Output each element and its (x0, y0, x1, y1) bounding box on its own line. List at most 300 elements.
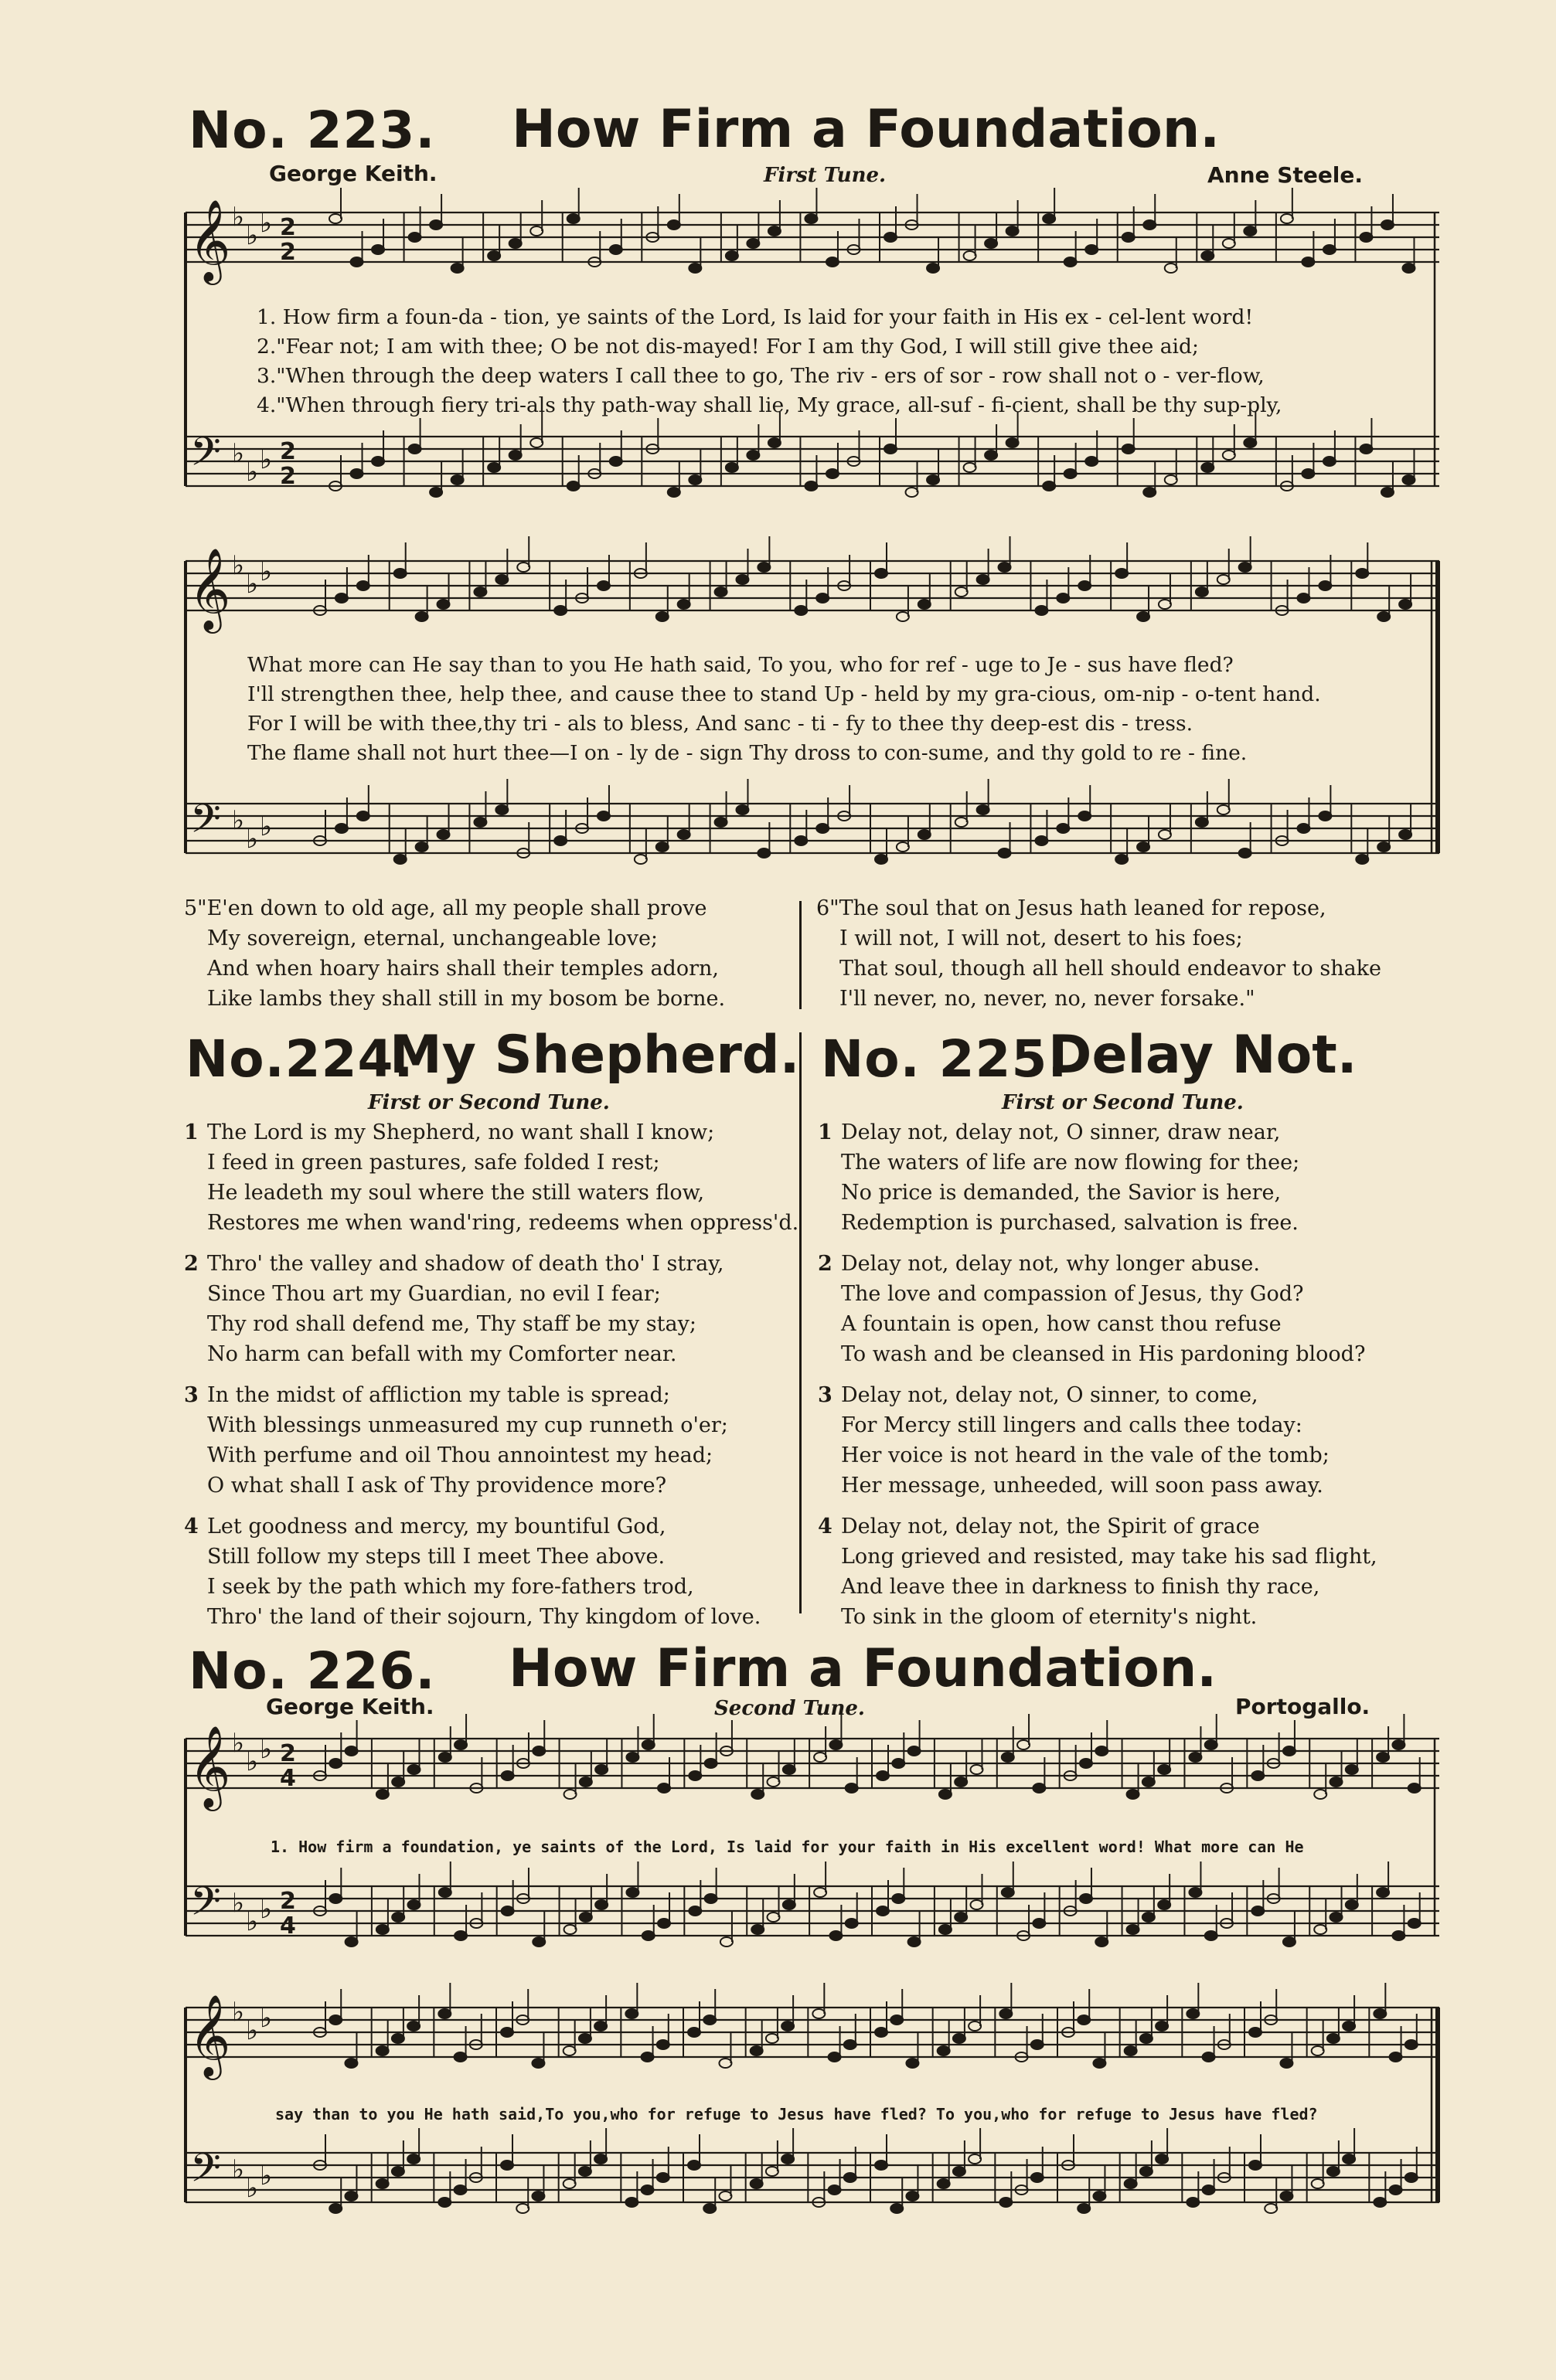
note-head (1078, 2204, 1090, 2213)
note-head (1312, 2179, 1324, 2188)
note-head (372, 245, 384, 254)
stanza-line (818, 1511, 1377, 1542)
note-head (563, 2179, 576, 2188)
note-head (392, 1777, 404, 1787)
note-head (554, 606, 567, 615)
note-head (736, 575, 748, 584)
svg-text:2: 2 (280, 463, 296, 490)
note-head (1327, 2034, 1340, 2043)
note-head (392, 1912, 404, 1922)
note-head (516, 2204, 529, 2213)
treble-clef-icon: 𝄞 (189, 1994, 231, 2076)
note-head (1314, 1925, 1326, 1934)
note-head (768, 438, 781, 447)
note-head (1356, 569, 1368, 578)
stanza-number: 2 (818, 1252, 832, 1276)
treble-clef-icon: 𝄞 (189, 1725, 231, 1807)
note-head (1033, 1783, 1045, 1793)
stanza-number: 3 (818, 1383, 832, 1407)
note-head (567, 214, 580, 223)
svg-text:♭: ♭ (232, 1728, 245, 1759)
note-head (768, 1912, 780, 1922)
note-head (1078, 581, 1091, 590)
note-head (877, 1906, 889, 1916)
note-head (474, 818, 486, 827)
note-head (884, 233, 897, 242)
note-head (999, 563, 1011, 572)
stanza-text: No harm can befall with my Comforter near. (207, 1342, 677, 1366)
hymn-224-title: My Shepherd. (390, 1025, 800, 1086)
note-head (564, 1790, 577, 1799)
hymn-223-author-left: George Keith. (269, 161, 438, 186)
stanza-text: Restores me when wand'ring, redeems when oppress'd. (207, 1211, 799, 1235)
note-head (964, 251, 976, 260)
note-head (1201, 251, 1214, 260)
note-head (908, 1746, 921, 1756)
stanza-number: 4 (818, 1515, 832, 1538)
note-head (918, 600, 931, 609)
stanza (184, 1380, 798, 1501)
lyric-line: What more can He say than to you He hath said, To you, who for ref - uge to Je - sus have fled? (247, 653, 1234, 677)
note-head (897, 612, 909, 621)
lyric-line: 1. How firm a foun-da - tion, ye saints of the Lord, Is laid for your faith in His ex - cel-lent word! (257, 305, 1254, 329)
staff-223-s2-bass (186, 804, 1439, 853)
note-head (372, 457, 384, 466)
staff-226-s2-bass (186, 2153, 1439, 2202)
note-head (509, 450, 522, 460)
note-head (783, 1900, 795, 1909)
stanza-line (184, 1148, 798, 1178)
note-head (656, 612, 669, 621)
stanza-text: To sink in the gloom of eternity's night. (841, 1605, 1258, 1629)
note-head (1143, 488, 1156, 497)
note-head (1187, 2198, 1199, 2207)
stanza (818, 1249, 1377, 1369)
stanza-line (818, 1148, 1377, 1178)
note-head (1327, 2167, 1340, 2176)
note-head (1374, 2198, 1386, 2207)
note-head (1381, 488, 1394, 497)
note-head (1201, 463, 1214, 472)
note-head (451, 475, 464, 484)
note-head (1078, 2015, 1090, 2025)
note-head (595, 1765, 608, 1774)
svg-text:♭: ♭ (246, 220, 259, 251)
svg-text:♭: ♭ (232, 1997, 245, 2028)
note-head (816, 824, 829, 833)
note-head (844, 2173, 856, 2182)
note-head (1187, 2009, 1199, 2018)
note-head (533, 1746, 545, 1756)
note-head (719, 2191, 731, 2201)
note-head (781, 2154, 794, 2164)
svg-text:♭: ♭ (260, 1734, 273, 1765)
stanza-text: With perfume and oil Thou annointest my head; (207, 1443, 713, 1467)
note-head (580, 1912, 592, 1922)
note-head (720, 1937, 733, 1946)
note-head (1302, 257, 1314, 267)
note-head (517, 563, 529, 572)
hymn-226-lyrics-system-1: 1. How firm a foundation, ye saints of the Lord, Is laid for your faith in His excellent word! What more can He (271, 1838, 1304, 1856)
note-head (1203, 2052, 1215, 2062)
stanza (184, 1117, 798, 1238)
stanza (184, 1249, 798, 1369)
note-head (1280, 2191, 1292, 2201)
stanza-text: He leadeth my soul where the still waters flow, (207, 1181, 705, 1205)
hymn-226-author-left: George Keith. (266, 1694, 434, 1719)
note-head (1093, 2059, 1105, 2068)
stanza-number: 1 (184, 1120, 199, 1144)
note-head (532, 2059, 544, 2068)
note-head (439, 1753, 451, 1762)
stanza-number: 2 (184, 1252, 199, 1276)
stanza-line (818, 1542, 1377, 1572)
note-head (642, 2052, 654, 2062)
note-head (1203, 2185, 1215, 2195)
stanza-line (184, 1542, 798, 1572)
note-head (1408, 1783, 1421, 1793)
note-head (1223, 239, 1235, 248)
note-head (1283, 1937, 1296, 1946)
note-head (906, 488, 918, 497)
hymn-223-lyrics-system-2 (247, 651, 1321, 768)
hymn-226-number: No. 226. (189, 1641, 436, 1701)
stanza-line (818, 1249, 1377, 1279)
note-head (678, 830, 690, 839)
svg-text:♭: ♭ (232, 550, 245, 581)
note-head (1302, 469, 1314, 478)
note-head (346, 1746, 358, 1756)
note-head (927, 264, 939, 273)
note-head (1356, 855, 1368, 864)
stanza-text: The waters of life are now flowing for thee; (841, 1151, 1300, 1175)
note-head (964, 463, 976, 472)
note-head (1159, 600, 1171, 609)
verse-line: 6"The soul that on Jesus hath leaned for repose, (816, 896, 1326, 920)
note-head (703, 2015, 716, 2025)
stanza-text: In the midst of affliction my table is spread; (207, 1383, 670, 1407)
note-head (953, 2167, 965, 2176)
note-head (642, 2185, 654, 2195)
note-head (488, 463, 500, 472)
note-head (1360, 233, 1372, 242)
svg-text:4: 4 (280, 1912, 296, 1940)
stanza-text: Since Thou art my Guardian, no evil I fear; (207, 1282, 661, 1306)
stanza-line (818, 1410, 1377, 1440)
note-head (1137, 612, 1149, 621)
stanza-text: Her voice is not heard in the vale of the tomb; (841, 1443, 1330, 1467)
stanza-text: O what shall I ask of Thy providence more? (207, 1474, 667, 1498)
note-head (1377, 1753, 1389, 1762)
stanza-text: The Lord is my Shepherd, no want shall I know; (207, 1120, 715, 1144)
stanza-line (184, 1178, 798, 1208)
svg-text:♭: ♭ (260, 444, 273, 475)
note-head (826, 257, 839, 267)
svg-text:♭: ♭ (246, 824, 259, 855)
note-head (751, 2179, 763, 2188)
note-head (329, 1894, 342, 1903)
note-head (1156, 2021, 1168, 2031)
note-head (1093, 2191, 1105, 2201)
hymn-225-tune: First or Second Tune. (1002, 1091, 1244, 1114)
note-head (892, 1894, 904, 1903)
stanza-text: Delay not, delay not, why longer abuse. (841, 1252, 1260, 1276)
note-head (783, 1765, 795, 1774)
note-head (1217, 575, 1230, 584)
note-head (1125, 2046, 1137, 2055)
note-head (1244, 226, 1256, 236)
hymn-226-lyrics-system-2: say than to you He hath said,To you,who for refuge to Jesus have fled? To you,who for refuge to Jesus have fled? (275, 2105, 1318, 2123)
note-head (357, 811, 369, 821)
note-head (726, 463, 738, 472)
note-head (846, 1919, 858, 1928)
note-head (1330, 1912, 1343, 1922)
stanza-line (184, 1380, 798, 1410)
note-head (938, 2046, 950, 2055)
note-head (970, 1900, 982, 1909)
stanza-line (184, 1410, 798, 1440)
stanza-text: Thy rod shall defend me, Thy staff be my stay; (207, 1312, 696, 1336)
note-head (1374, 2009, 1386, 2018)
note-head (1064, 257, 1077, 267)
svg-text:♭: ♭ (260, 556, 273, 587)
note-head (906, 2191, 918, 2201)
verse-line: My sovereign, eternal, unchangeable love; (207, 926, 659, 950)
stanza-line (184, 1117, 798, 1148)
note-head (1297, 593, 1309, 603)
note-head (689, 1906, 701, 1916)
note-head (509, 239, 522, 248)
svg-text:♭: ♭ (260, 2161, 273, 2191)
note-head (1323, 457, 1336, 466)
stanza (184, 1511, 798, 1632)
stanza-line (818, 1117, 1377, 1148)
note-head (455, 1740, 467, 1749)
note-head (751, 1790, 764, 1799)
stanza-text: Still follow my steps till I meet Thee above. (207, 1545, 666, 1569)
note-head (345, 2059, 357, 2068)
stanza-text: Redemption is purchased, salvation is free. (841, 1211, 1299, 1235)
note-head (1280, 2059, 1292, 2068)
note-head (474, 587, 486, 597)
stanza-line (818, 1279, 1377, 1309)
note-head (977, 805, 989, 814)
note-head (564, 1925, 577, 1934)
note-head (1127, 1790, 1139, 1799)
note-head (625, 2198, 638, 2207)
note-head (430, 488, 442, 497)
note-head (1223, 450, 1235, 460)
note-head (1165, 264, 1177, 273)
note-head (610, 245, 622, 254)
note-head (726, 251, 738, 260)
note-head (1390, 2052, 1402, 2062)
note-head (688, 2161, 700, 2170)
verse-line: And when hoary hairs shall their temples adorn, (207, 957, 719, 981)
note-head (335, 593, 348, 603)
note-head (890, 2204, 903, 2213)
note-head (1405, 2173, 1418, 2182)
column-divider (799, 901, 802, 1009)
svg-text:♭: ♭ (232, 2154, 245, 2185)
note-head (1346, 1900, 1358, 1909)
stanza-line (184, 1572, 798, 1602)
note-head (502, 1771, 514, 1780)
note-head (999, 2198, 1012, 2207)
stanza-line (184, 1339, 798, 1369)
bass-clef-icon: 𝄢 (190, 2144, 221, 2201)
note-head (829, 1740, 842, 1749)
note-head (567, 481, 580, 491)
note-head (376, 2179, 389, 2188)
note-head (1239, 848, 1251, 858)
note-head (407, 2154, 420, 2164)
note-head (580, 1777, 592, 1787)
note-head (1125, 2179, 1137, 2188)
note-head (688, 2028, 700, 2037)
note-head (1402, 264, 1415, 273)
note-head (1057, 593, 1069, 603)
note-head (1189, 1888, 1201, 1897)
note-head (875, 855, 887, 864)
hymn-226-tune: Second Tune. (714, 1697, 865, 1720)
note-head (392, 2167, 404, 2176)
note-head (530, 438, 543, 447)
stanza-text: I feed in green pastures, safe folded I rest; (207, 1151, 660, 1175)
note-head (416, 842, 428, 852)
stanza-text: Long grieved and resisted, may take his sad flight, (841, 1545, 1377, 1569)
note-head (758, 563, 770, 572)
note-head (1323, 245, 1336, 254)
note-head (1002, 1888, 1014, 1897)
hymn-224-tune: First or Second Tune. (368, 1091, 610, 1114)
note-head (844, 2040, 856, 2049)
note-head (1158, 1900, 1170, 1909)
note-head (1115, 855, 1128, 864)
note-head (1392, 1931, 1404, 1940)
note-head (1390, 2185, 1402, 2195)
hymn-223-tune: First Tune. (764, 164, 887, 187)
note-head (635, 855, 647, 864)
staff-226-s1-treble (186, 1739, 1439, 1788)
note-head (495, 575, 508, 584)
note-head (416, 612, 428, 621)
note-head (1377, 842, 1390, 852)
note-head (795, 606, 807, 615)
note-head (501, 2028, 513, 2037)
note-head (816, 593, 829, 603)
bass-clef-icon: 𝄢 (190, 428, 221, 484)
note-head (1312, 2046, 1324, 2055)
note-head (1360, 444, 1372, 454)
note-head (438, 2009, 451, 2018)
note-head (376, 1925, 389, 1934)
note-head (953, 2034, 965, 2043)
note-head (736, 805, 748, 814)
note-head (329, 2015, 342, 2025)
note-head (563, 2046, 576, 2055)
note-head (805, 214, 817, 223)
note-head (1127, 1925, 1139, 1934)
stanza-line (184, 1279, 798, 1309)
note-head (1006, 438, 1019, 447)
treble-clef-icon: 𝄞 (189, 547, 231, 630)
note-head (1330, 1777, 1343, 1787)
stanza-text: No price is demanded, the Savior is here, (841, 1181, 1282, 1205)
stanza-number: 1 (818, 1120, 832, 1144)
stanza (818, 1380, 1377, 1501)
note-head (719, 2059, 731, 2068)
verse-line: I'll never, no, never, no, never forsake." (839, 987, 1255, 1011)
note-head (705, 1759, 717, 1768)
note-head (829, 2185, 841, 2195)
note-head (407, 1765, 420, 1774)
note-head (1159, 830, 1171, 839)
note-head (1017, 1740, 1030, 1749)
note-head (1249, 2028, 1261, 2037)
note-head (357, 581, 369, 590)
note-head (438, 830, 450, 839)
note-head (846, 1783, 858, 1793)
note-head (1043, 214, 1055, 223)
note-head (1064, 469, 1077, 478)
note-head (394, 855, 407, 864)
note-head (658, 1919, 670, 1928)
lyric-line: For I will be with thee,thy tri - als to bless, And sanc - ti - fy to thee thy deep-est dis - tress. (247, 712, 1193, 736)
note-head (678, 600, 690, 609)
note-head (1196, 818, 1208, 827)
stanza-text: Delay not, delay not, O sinner, to come, (841, 1383, 1258, 1407)
note-head (594, 2021, 607, 2031)
note-head (747, 239, 759, 248)
note-head (533, 1937, 545, 1946)
note-head (1095, 1937, 1108, 1946)
stanza-line (184, 1440, 798, 1470)
note-head (351, 257, 363, 267)
svg-text:♭: ♭ (232, 202, 245, 233)
note-head (1319, 811, 1331, 821)
note-head (715, 587, 727, 597)
note-head (409, 233, 421, 242)
note-head (884, 444, 897, 454)
note-head (689, 264, 701, 273)
stanza-text: Thro' the valley and shadow of death tho' I stray, (207, 1252, 724, 1276)
svg-text:2: 2 (280, 438, 296, 465)
note-head (985, 450, 997, 460)
note-head (1377, 1888, 1389, 1897)
svg-text:♭: ♭ (232, 1888, 245, 1919)
note-head (626, 1888, 638, 1897)
note-head (1142, 1777, 1155, 1787)
note-head (938, 2179, 950, 2188)
note-head (766, 2034, 778, 2043)
note-head (768, 226, 781, 236)
stanza-text: Her message, unheeded, will soon pass away. (841, 1474, 1323, 1498)
note-head (346, 1937, 358, 1946)
note-head (407, 2021, 420, 2031)
note-head (1078, 811, 1091, 821)
note-head (1085, 457, 1098, 466)
note-head (999, 2009, 1012, 2018)
note-head (1196, 587, 1208, 597)
note-head (1122, 444, 1135, 454)
note-head (642, 1931, 655, 1940)
note-head (766, 2167, 778, 2176)
note-head (705, 1894, 717, 1903)
svg-text:♭: ♭ (246, 2015, 259, 2046)
hymn-223-verse-5 (184, 893, 725, 1014)
note-head (532, 2191, 544, 2201)
